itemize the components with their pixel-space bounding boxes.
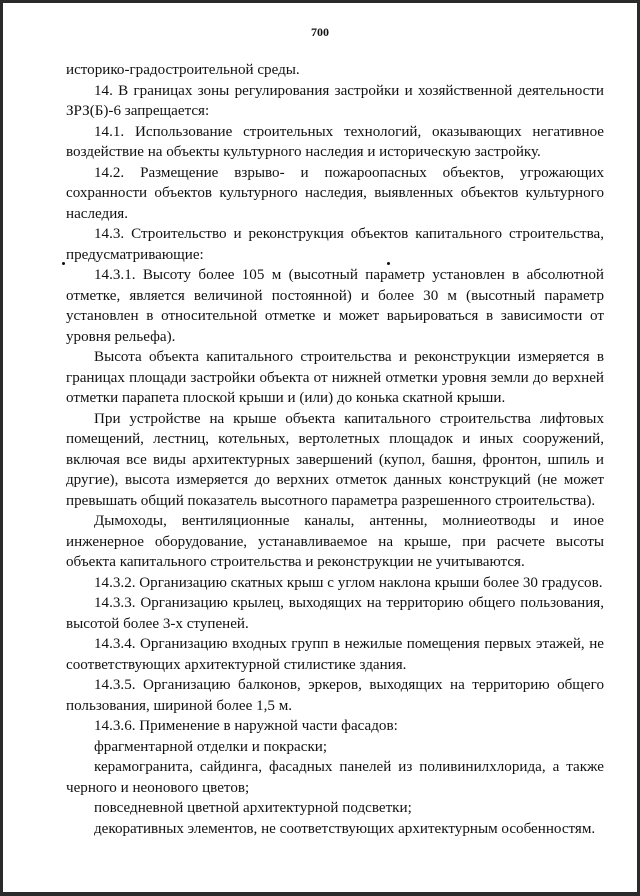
scan-border-top — [0, 0, 640, 3]
paragraph: 14.3.6. Применение в наружной части фасадов: — [94, 718, 398, 734]
document-body — [66, 60, 604, 839]
paragraph: 14.1. Использование строительных технологий, оказывающих негативное воздействие на объекты культурного наследия и историческую застройку. — [66, 123, 604, 160]
paragraph: 14.3.1. Высоту более 105 м (высотный параметр установлен в абсолютной отметке, является величиной постоянной) и более 30 м (высотный параметр установлен в относительной отметке и может варьироваться в зависимости от уровня рельефа). — [66, 267, 604, 345]
paragraph: историко-градостроительной среды. — [66, 62, 300, 78]
paragraph: повседневной цветной архитектурной подсветки; — [94, 800, 412, 816]
scan-speck — [62, 262, 65, 265]
scan-border-bottom — [0, 892, 640, 896]
paragraph: При устройстве на крыше объекта капитального строительства лифтовых помещений, лестниц, котельных, вертолетных площадок и иных сооружений, включая все виды архитектурных завершений (купол, башня, фронтон, шпиль и другие), высота измеряется до верхних отметок данных конструкций (не может превышать общий показатель высотного параметра разрешенного строительства). — [66, 410, 604, 509]
paragraph: 14.3. Строительство и реконструкция объектов капитального строительства, предусматривающие: — [66, 226, 604, 263]
paragraph: Высота объекта капитального строительства и реконструкции измеряется в границах площади застройки объекта от нижней отметки уровня земли до верхней отметки парапета плоской крыши и (или) до конька скатной крыши. — [66, 349, 604, 406]
paragraph: декоративных элементов, не соответствующих архитектурным особенностям. — [94, 820, 596, 837]
paragraph: 14. В границах зоны регулирования застройки и хозяйственной деятельности ЗРЗ(Б)-6 запрещается: — [66, 82, 604, 119]
paragraph: 14.3.3. Организацию крылец, выходящих на территорию общего пользования, высотой более 3-х ступеней. — [66, 595, 604, 632]
paragraph: 14.3.4. Организацию входных групп в нежилые помещения первых этажей, не соответствующих архитектурной стилистике здания. — [66, 636, 604, 673]
paragraph: фрагментарной отделки и покраски; — [94, 738, 328, 755]
scan-border-left — [0, 0, 3, 896]
paragraph: 14.3.5. Организацию балконов, эркеров, выходящих на территорию общего пользования, шириной более 1,5 м. — [66, 677, 604, 714]
paragraph: Дымоходы, вентиляционные каналы, антенны, молниеотводы и иное инженерное оборудование, устанавливаемое на крыше, при расчете высоты объекта капитального строительства и реконструкции не учитываются. — [66, 513, 604, 570]
paragraph: 14.2. Размещение взрыво- и пожароопасных объектов, угрожающих сохранности объектов культурного наследия, выявленных объектов культурного наследия. — [66, 164, 604, 222]
paragraph: керамогранита, сайдинга, фасадных панелей из поливинилхлорида, а также черного и неонового цветов; — [66, 759, 604, 796]
page-number: 700 — [311, 25, 329, 39]
paragraph: 14.3.2. Организацию скатных крыш с углом наклона крыши более 30 градусов. — [94, 574, 603, 591]
